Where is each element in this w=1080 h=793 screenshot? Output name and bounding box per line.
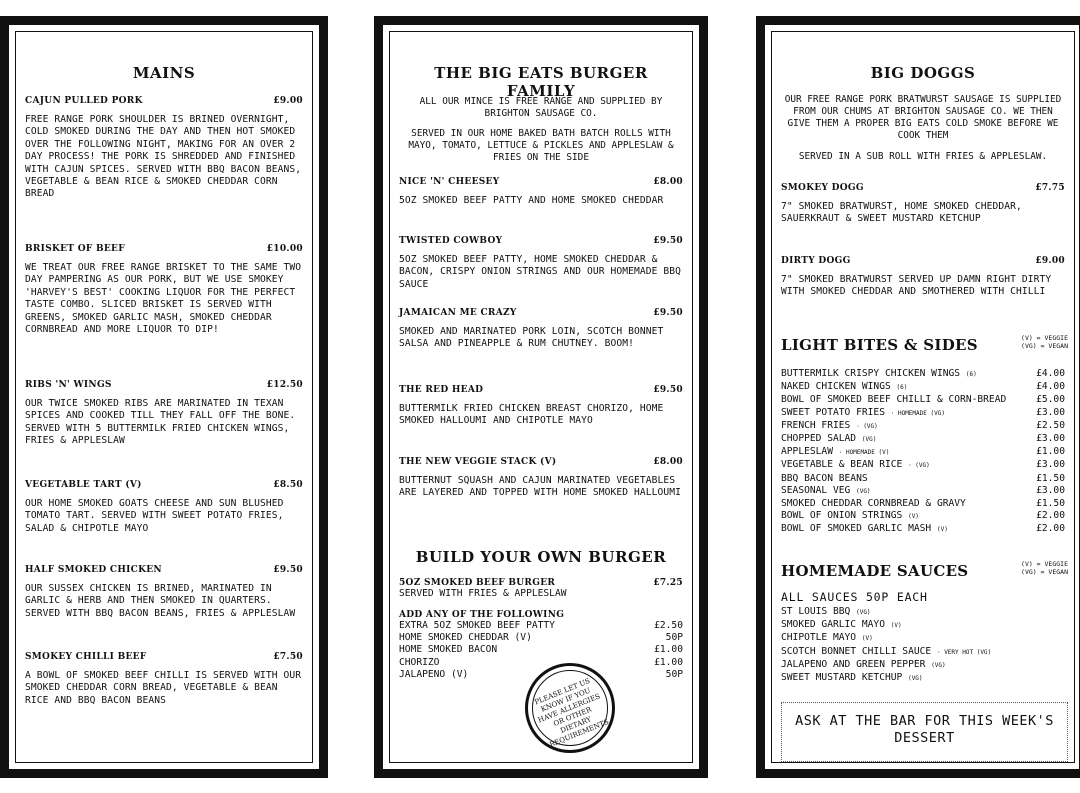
sauces-title: HOMEMADE SAUCES xyxy=(781,562,969,580)
item-description: SMOKED AND MARINATED PORK LOIN, SCOTCH BONNET SALSA AND PINEAPPLE & RUM CHUTNEY. BOOM! xyxy=(399,326,664,350)
list-item: SWEET MUSTARD KETCHUP (VG) xyxy=(781,672,923,684)
mains-title: MAINS xyxy=(132,64,196,82)
list-item: ST LOUIS BBQ (VG) xyxy=(781,606,871,617)
item-name: THE NEW VEGGIE STACK (V) xyxy=(399,457,557,467)
list-item: BBQ BACON BEANS £1.50 xyxy=(781,472,1065,484)
item-name: CAJUN PULLED PORK xyxy=(25,96,143,106)
item-description: 7" SMOKED BRATWURST SERVED UP DAMN RIGHT DIRTY WITH SMOKED CHEDDAR AND SMOTHERED WITH CHILLI xyxy=(781,274,1052,298)
sauces-price: ALL SAUCES 50P EACH xyxy=(781,590,928,604)
list-item: JALAPENO (V) 50P xyxy=(399,668,683,680)
item-price: £8.50 xyxy=(273,480,303,490)
list-item: BOWL OF SMOKED GARLIC MASH (V) £2.00 xyxy=(781,523,1065,535)
item-description: 5OZ SMOKED BEEF PATTY, HOME SMOKED CHEDDAR & BACON, CRISPY ONION STRINGS AND OUR HOMEMADE BBQ SAUCE xyxy=(399,254,682,290)
list-item: HOME SMOKED BACON £1.00 xyxy=(399,644,683,656)
item-price: £9.00 xyxy=(273,96,303,106)
mains-content xyxy=(15,31,313,763)
menu-item xyxy=(25,565,303,620)
menu-item xyxy=(781,256,1065,299)
addons xyxy=(399,610,683,681)
dietary-key: (V) = VEGGIE (VG) = VEGAN xyxy=(1021,560,1068,576)
burgers-content xyxy=(389,31,693,763)
menu-item xyxy=(25,244,303,336)
item-name: DIRTY DOGG xyxy=(781,256,851,266)
list-item: SMOKED CHEDDAR CORNBREAD & GRAVY £1.50 xyxy=(781,498,1065,510)
item-name: BRISKET OF BEEF xyxy=(25,244,125,254)
menu-item xyxy=(25,480,303,535)
item-name: SMOKEY CHILLI BEEF xyxy=(25,652,147,662)
item-name: THE RED HEAD xyxy=(399,385,484,395)
byo-base xyxy=(399,578,683,600)
item-description: 5OZ SMOKED BEEF PATTY AND HOME SMOKED CHEDDAR xyxy=(399,195,664,206)
doggs-title: BIG DOGGS xyxy=(870,64,976,82)
list-item: CHORIZO £1.00 xyxy=(399,656,683,668)
item-name: VEGETABLE TART (V) xyxy=(25,480,142,490)
doggs-content xyxy=(771,31,1075,763)
item-description: OUR HOME SMOKED GOATS CHEESE AND SUN BLUSHED TOMATO TART. SERVED WITH SWEET POTATO FRIES, SALAD & CHIPOTLE MAYO xyxy=(25,498,284,534)
item-price: £9.00 xyxy=(1035,256,1065,266)
item-description: OUR SUSSEX CHICKEN IS BRINED, MARINATED IN GARLIC & HERB AND THEN SMOKED IN QUARTERS. SERVED WITH BBQ BACON BEANS, FRIES & APPLESLAW xyxy=(25,583,296,619)
menu-item xyxy=(781,183,1065,226)
list-item: SEASONAL VEG (VG) £3.00 xyxy=(781,484,1065,496)
list-item: SMOKED GARLIC MAYO (V) xyxy=(781,619,902,631)
menu-item xyxy=(25,652,303,707)
doggs-intro-served: SERVED IN A SUB ROLL WITH FRIES & APPLESLAW. xyxy=(798,151,1048,162)
sides-list xyxy=(781,368,1065,537)
menu-item xyxy=(399,308,683,351)
list-item: SWEET POTATO FRIES · HOMEMADE (VG) £3.00 xyxy=(781,406,1065,418)
doggs-intro: OUR FREE RANGE PORK BRATWURST SAUSAGE IS SUPPLIED FROM OUR CHUMS AT BRIGHTON SAUSAGE CO. WE THEN GIVE THEM A PROPER BIG EATS COLD SMOKE BEFORE WE COOK THEM xyxy=(784,94,1062,141)
menu-item xyxy=(25,96,303,201)
dessert-notice: ASK AT THE BAR FOR THIS WEEK'S DESSERT xyxy=(781,702,1068,762)
item-name: NICE 'N' CHEESEY xyxy=(399,177,500,187)
item-description: WE TREAT OUR FREE RANGE BRISKET TO THE SAME TWO DAY PAMPERING AS OUR PORK, BUT WE USE SMOKEY 'HARVEY'S BEST' COOKING LIQUOR FOR THE PERFECT TASTE COMBO. SLICED BRISKET IS SERVED WITH GREENS, SMOKED GARLIC MASH, SMOKED CHEDDAR CORNBREAD AND MORE LIQUOR TO DIP! xyxy=(25,262,302,336)
item-description: A BOWL OF SMOKED BEEF CHILLI IS SERVED WITH OUR SMOKED CHEDDAR CORN BREAD, VEGETABLE & BEAN RICE AND BBQ BACON BEANS xyxy=(25,670,302,706)
menu-item xyxy=(399,385,683,428)
menu-item xyxy=(399,177,683,207)
item-description: OUR TWICE SMOKED RIBS ARE MARINATED IN TEXAN SPICES AND COOKED TILL THEY FALL OFF THE BONE. SERVED WITH 5 BUTTERMILK FRIED CHICKEN WINGS, FRIES & APPLESLAW xyxy=(25,398,296,447)
item-description: BUTTERMILK FRIED CHICKEN BREAST CHORIZO, HOME SMOKED HALLOUMI AND CHIPOTLE MAYO xyxy=(399,403,664,427)
item-price: £7.25 xyxy=(653,578,683,588)
allergy-stamp-text: PLEASE LET US KNOW IF YOU HAVE ALLERGIES OR OTHER DIETARY REQUIREMENTS xyxy=(533,676,610,749)
item-name: SMOKEY DOGG xyxy=(781,183,864,193)
list-item: HOME SMOKED CHEDDAR (V) 50P xyxy=(399,632,683,644)
list-item: SCOTCH BONNET CHILLI SAUCE · VERY HOT (VG) xyxy=(781,645,992,657)
list-item: BOWL OF ONION STRINGS (V) £2.00 xyxy=(781,510,1065,522)
item-price: £12.50 xyxy=(266,380,303,390)
item-price: £10.00 xyxy=(266,244,303,254)
burgers-panel xyxy=(374,16,708,778)
item-price: £9.50 xyxy=(653,308,683,318)
item-description: BUTTERNUT SQUASH AND CAJUN MARINATED VEGETABLES ARE LAYERED AND TOPPED WITH HOME SMOKED HALLOUMI xyxy=(399,475,682,499)
list-item: NAKED CHICKEN WINGS (6) £4.00 xyxy=(781,381,1065,393)
allergy-stamp xyxy=(525,663,615,753)
menu-item xyxy=(399,236,683,291)
menu-item xyxy=(25,380,303,448)
item-price: £9.50 xyxy=(273,565,303,575)
list-item: EXTRA 5OZ SMOKED BEEF PATTY £2.50 xyxy=(399,620,683,631)
item-price: £8.00 xyxy=(653,457,683,467)
byo-title: BUILD YOUR OWN BURGER xyxy=(415,548,667,566)
item-price: £7.50 xyxy=(273,652,303,662)
burgers-intro: ALL OUR MINCE IS FREE RANGE AND SUPPLIED BY BRIGHTON SAUSAGE CO. xyxy=(419,96,663,119)
list-item: FRENCH FRIES · (VG) £2.50 xyxy=(781,419,1065,431)
list-item: APPLESLAW · HOMEMADE (V) £1.00 xyxy=(781,446,1065,458)
item-price: £8.00 xyxy=(653,177,683,187)
list-item: JALAPENO AND GREEN PEPPER (VG) xyxy=(781,658,946,670)
list-item: CHIPOTLE MAYO (V) xyxy=(781,632,873,644)
burgers-title: THE BIG EATS BURGER FAMILY xyxy=(434,64,648,100)
item-name: 5OZ SMOKED BEEF BURGER xyxy=(399,578,556,588)
sides-title: LIGHT BITES & SIDES xyxy=(781,336,978,354)
item-name: RIBS 'N' WINGS xyxy=(25,380,112,390)
sauces-list xyxy=(781,606,1065,685)
item-price: £9.50 xyxy=(653,385,683,395)
item-description: 7" SMOKED BRATWURST, HOME SMOKED CHEDDAR, SAUERKRAUT & SWEET MUSTARD KETCHUP xyxy=(781,201,1022,225)
item-name: HALF SMOKED CHICKEN xyxy=(25,565,162,575)
list-item: CHOPPED SALAD (VG) £3.00 xyxy=(781,433,1065,445)
item-price: £9.50 xyxy=(653,236,683,246)
item-description: SERVED WITH FRIES & APPLESLAW xyxy=(399,588,567,599)
menu-item xyxy=(399,457,683,500)
item-name: TWISTED COWBOY xyxy=(399,236,503,246)
item-name: JAMAICAN ME CRAZY xyxy=(399,308,517,318)
burgers-intro-served: SERVED IN OUR HOME BAKED BATH BATCH ROLLS WITH MAYO, TOMATO, LETTUCE & PICKLES AND APPLESLAW & FRIES ON THE SIDE xyxy=(408,128,674,163)
item-description: FREE RANGE PORK SHOULDER IS BRINED OVERNIGHT, COLD SMOKED DURING THE DAY AND THEN HOT SMOKED OVER THE FOLLOWING NIGHT, MAKING FOR AN OVER 2 DAY PROCESS! THE PORK IS SHREDDED AND FINISHED WITH CAJUN SPICES. SERVED WITH BBQ BACON BEANS, VEGETABLE & BEAN RICE & SMOKED CHEDDAR CORN BREAD xyxy=(25,114,302,200)
dietary-key: (V) = VEGGIE (VG) = VEGAN xyxy=(1021,334,1068,350)
item-price: £7.75 xyxy=(1035,183,1065,193)
list-item: BUTTERMILK CRISPY CHICKEN WINGS (6) £4.00 xyxy=(781,368,1065,379)
mains-panel xyxy=(0,16,328,778)
addons-title: ADD ANY OF THE FOLLOWING xyxy=(399,610,565,620)
list-item: BOWL OF SMOKED BEEF CHILLI & CORN-BREAD £5.00 xyxy=(781,394,1065,406)
doggs-panel xyxy=(756,16,1080,778)
list-item: VEGETABLE & BEAN RICE · (VG) £3.00 xyxy=(781,459,1065,471)
